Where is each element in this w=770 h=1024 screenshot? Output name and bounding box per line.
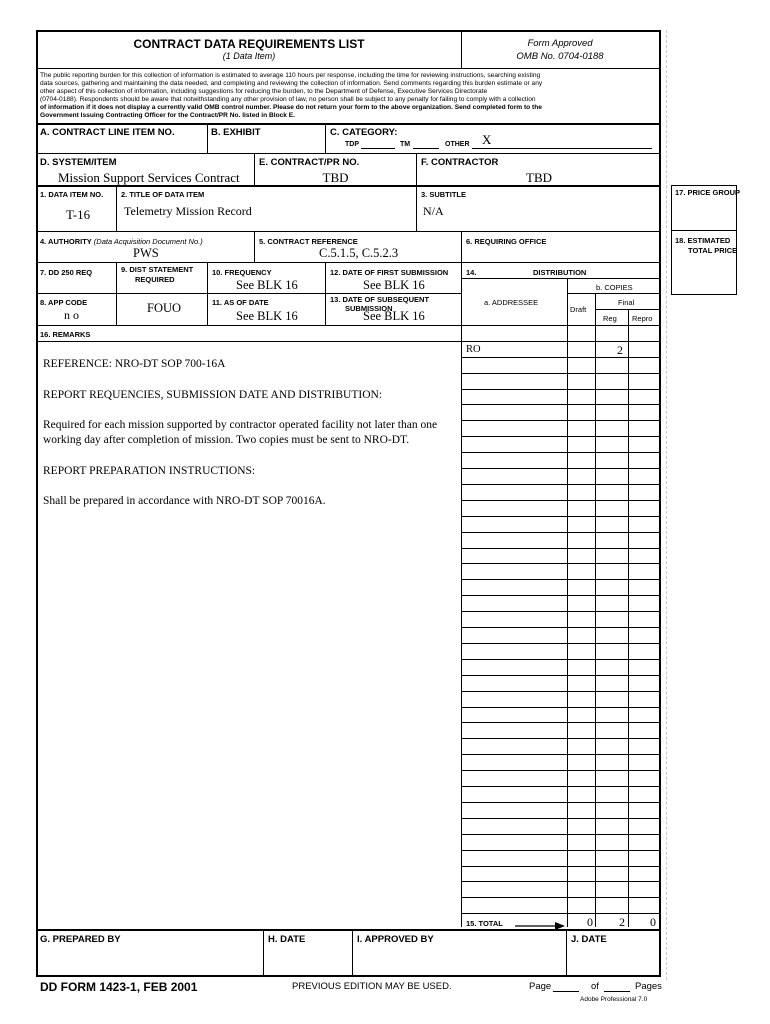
distribution-row-line [461, 818, 661, 819]
draft-heading: Draft [570, 305, 587, 314]
label-18-estimated: 18. ESTIMATED [675, 236, 731, 245]
remarks-line-working-day: working day after completion of mission. Two copies must be sent to NRO-DT. [43, 434, 410, 446]
label-13-submission: SUBMISSION [345, 304, 393, 313]
as-of-date-value[interactable]: See BLK 16 [236, 309, 298, 323]
label-8-app-code: 8. APP CODE [40, 298, 88, 307]
distribution-row-line [461, 866, 661, 867]
form-approved: Form Approved [527, 38, 593, 49]
burden-line: other aspect of this collection of information, including suggestions for reducing the burden, to the Department of Defense, Executive Services Directorate [40, 88, 488, 96]
distribution-row-line [461, 834, 661, 835]
distribution-row-line [461, 484, 661, 485]
total-repro[interactable]: 0 [650, 915, 656, 929]
distribution-row-line [461, 881, 661, 882]
distribution-row-line [461, 627, 661, 628]
distribution-row-line [461, 404, 661, 405]
label-7-dd250: 7. DD 250 REQ [40, 268, 93, 277]
of-label: of [591, 981, 599, 992]
label-11-as-of-date: 11. AS OF DATE [212, 298, 269, 307]
form-subtitle: (1 Data Item) [222, 51, 276, 61]
label-3-subtitle: 3. SUBTITLE [421, 190, 467, 199]
remarks-line-preparation: REPORT PREPARATION INSTRUCTIONS: [43, 465, 256, 477]
label-17-price-group: 17. PRICE GROUP [675, 188, 741, 197]
category-tm-blank[interactable] [413, 148, 439, 149]
remarks-line-accordance: Shall be prepared in accordance with NRO-DT SOP 70016A. [43, 495, 326, 507]
category-other: OTHER [445, 141, 470, 148]
distribution-row-line [461, 675, 661, 676]
burden-line: Government Issuing Contracting Officer for the Contract/PR No. listed in Block E. [40, 112, 295, 120]
distribution-row-line [461, 850, 661, 851]
label-b-exhibit: B. EXHIBIT [211, 127, 261, 138]
distribution-row-line [461, 373, 661, 374]
contractor-value[interactable]: TBD [526, 170, 552, 185]
subsequent-submission-value[interactable]: See BLK 16 [363, 309, 425, 323]
label-4-authority-text: 4. AUTHORITY [40, 237, 92, 246]
distribution-row-line [461, 357, 661, 358]
burden-line: data sources, gathering and maintaining the data needed, and completing and reviewing the collection of information. Send comments regarding this burden estimate or any [40, 80, 543, 88]
distribution-row-line [461, 548, 661, 549]
label-j-date: J. DATE [571, 934, 607, 945]
label-e-contract-pr-no: E. CONTRACT/PR NO. [259, 157, 360, 168]
distribution-row-line [461, 468, 661, 469]
label-c-category: C. CATEGORY: [330, 127, 398, 138]
distribution-row-line [461, 611, 661, 612]
app-code-value[interactable]: n o [64, 308, 79, 322]
distribution-row-line [461, 659, 661, 660]
distribution-row-line [461, 802, 661, 803]
burden-line: (0704-0188). Respondents should be aware that notwithstanding any other provision of law, no person shall be subject to any penalty for failing to comply with a collection [40, 96, 536, 104]
label-9-dist-statement: 9. DIST STATEMENT [121, 265, 194, 274]
copies-heading: b. COPIES [596, 283, 633, 292]
burden-statement [40, 72, 658, 121]
data-item-no-value[interactable]: T-16 [66, 207, 91, 222]
omb-number: OMB No. 0704-0188 [516, 51, 604, 62]
label-5-contract-reference: 5. CONTRACT REFERENCE [259, 237, 358, 246]
form-title: CONTRACT DATA REQUIREMENTS LIST [133, 37, 365, 51]
repro-heading: Repro [632, 314, 653, 323]
subtitle-value[interactable]: N/A [423, 204, 444, 218]
distribution-heading: DISTRIBUTION [533, 268, 587, 277]
label-15-total: 15. TOTAL [466, 919, 503, 928]
previous-edition-note: PREVIOUS EDITION MAY BE USED. [292, 981, 452, 992]
label-h-date: H. DATE [268, 934, 306, 945]
page-total-blank[interactable] [604, 991, 630, 992]
distribution-row-line [461, 913, 661, 914]
label-f-contractor: F. CONTRACTOR [421, 157, 499, 168]
category-tdp: TDP [345, 141, 359, 148]
final-heading: Final [618, 298, 635, 307]
distribution-row-line [461, 452, 661, 453]
label-4-authority [40, 237, 203, 246]
dist-statement-value[interactable]: FOUO [147, 301, 182, 315]
distribution-row-line [461, 389, 661, 390]
total-arrow-icon [515, 918, 565, 928]
distribution-row-line [461, 754, 661, 755]
distribution-row-line [461, 643, 661, 644]
distribution-row-line [461, 325, 661, 326]
addressee-value[interactable]: RO [466, 344, 481, 355]
authority-value[interactable]: PWS [133, 246, 159, 260]
category-other-blank[interactable] [472, 148, 652, 149]
label-d-system-item: D. SYSTEM/ITEM [40, 157, 117, 168]
category-tdp-blank[interactable] [361, 148, 395, 149]
distribution-row-line [461, 786, 661, 787]
pages-label: Pages [635, 981, 662, 992]
burden-line: of information if it does not display a currently valid OMB control number. Please do not return your form to the above organization. Send completed form to the [40, 104, 542, 112]
label-10-frequency: 10. FREQUENCY [212, 268, 272, 277]
distribution-row-line [461, 738, 661, 739]
page-number-blank[interactable] [553, 991, 579, 992]
label-9-required: REQUIRED [135, 275, 175, 284]
total-draft[interactable]: 0 [587, 915, 593, 929]
label-4-authority-note: (Data Acquisition Document No.) [93, 237, 203, 246]
label-16-remarks: 16. REMARKS [40, 330, 91, 339]
distribution-row-line [461, 420, 661, 421]
distribution-row-line [461, 341, 661, 342]
contract-pr-value[interactable]: TBD [322, 170, 349, 185]
remarks-line-frequencies: REPORT REQUENCIES, SUBMISSION DATE AND DISTRIBUTION: [43, 389, 383, 401]
distribution-row-line [461, 691, 661, 692]
addressee-heading: a. ADDRESSEE [484, 298, 539, 307]
label-2-title: 2. TITLE OF DATA ITEM [121, 190, 205, 199]
distribution-row-line [461, 579, 661, 580]
label-g-prepared-by: G. PREPARED BY [40, 934, 121, 945]
reg-heading: Reg [603, 314, 617, 323]
title-value[interactable]: Telemetry Mission Record [124, 204, 252, 218]
first-submission-value[interactable]: See BLK 16 [363, 278, 425, 292]
burden-line: The public reporting burden for this collection of information is estimated to average 110 hours per response, including the time for reviewing instructions, searching existing [40, 72, 541, 79]
label-i-approved-by: I. APPROVED BY [357, 934, 434, 945]
reg-copies-value[interactable]: 2 [617, 343, 623, 357]
label-1-data-item-no: 1. DATA ITEM NO. [40, 190, 104, 199]
system-item-value[interactable]: Mission Support Services Contract [58, 170, 240, 185]
form-id: DD FORM 1423-1, FEB 2001 [40, 980, 198, 994]
distribution-row-line [461, 770, 661, 771]
distribution-row-line [461, 563, 661, 564]
label-6-requiring-office: 6. REQUIRING OFFICE [466, 237, 547, 246]
category-other-mark[interactable]: X [482, 132, 492, 147]
contract-reference-value[interactable]: C.5.1.5, C.5.2.3 [319, 246, 399, 260]
label-13-subsequent: 13. DATE OF SUBSEQUENT [330, 295, 430, 304]
page-label: Page [529, 981, 552, 992]
distribution-row-line [461, 595, 661, 596]
remarks-line-required: Required for each mission supported by contractor operated facility not later than one [43, 419, 438, 431]
distribution-row-line [461, 532, 661, 533]
distribution-row-line [461, 516, 661, 517]
category-tm: TM [400, 141, 411, 148]
label-a-contract-line-item: A. CONTRACT LINE ITEM NO. [40, 127, 175, 138]
label-14: 14. [466, 268, 477, 277]
distribution-row-line [461, 897, 661, 898]
distribution-row-line [461, 707, 661, 708]
frequency-value[interactable]: See BLK 16 [236, 278, 298, 292]
software-note: Adobe Professional 7.0 [580, 996, 648, 1003]
distribution-row-line [461, 500, 661, 501]
total-reg[interactable]: 2 [619, 915, 625, 929]
label-18-total-price: TOTAL PRICE [688, 246, 738, 255]
distribution-row-line [461, 436, 661, 437]
remarks-line-reference: REFERENCE: NRO-DT SOP 700-16A [43, 358, 226, 370]
distribution-row-line [461, 722, 661, 723]
label-12-first-submission: 12. DATE OF FIRST SUBMISSION [330, 268, 449, 277]
